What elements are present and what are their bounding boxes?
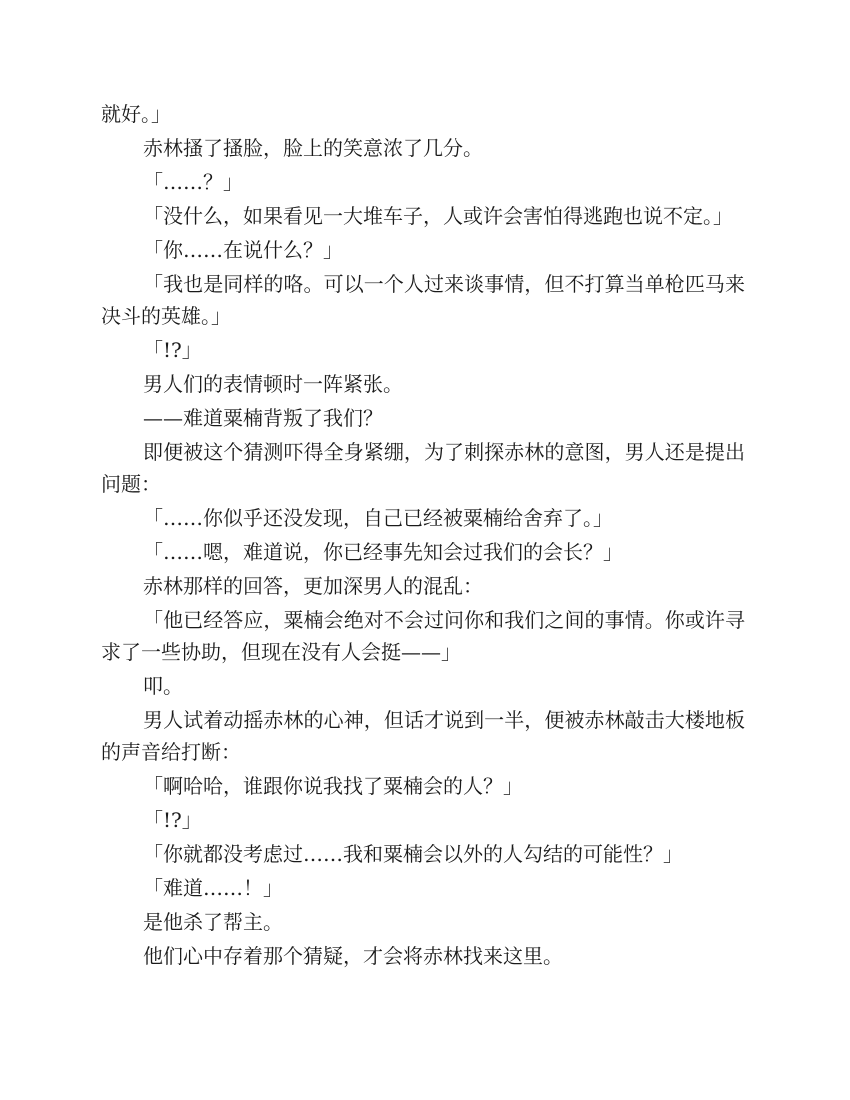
paragraph: 男人试着动摇赤林的心神，但话才说到一半，便被赤林敲击大楼地板的声音给打断：	[101, 708, 745, 764]
paragraph: 他们心中存着那个猜疑，才会将赤林找来这里。	[143, 944, 563, 968]
paragraph: 即便被这个猜测吓得全身紧绷，为了刺探赤林的意图，男人还是提出问题：	[101, 440, 745, 496]
paragraph: 赤林那样的回答，更加深男人的混乱：	[143, 574, 483, 598]
paragraph: 是他杀了帮主。	[143, 910, 283, 934]
paragraph: 「……你似乎还没发现，自己已经被粟楠给舍弃了。」	[143, 506, 613, 530]
paragraph: ——难道粟楠背叛了我们？	[143, 406, 383, 430]
paragraph: 「你就都没考虑过……我和粟楠会以外的人勾结的可能性？」	[143, 842, 683, 866]
paragraph: 「难道……！」	[143, 876, 283, 900]
paragraph: 「没什么，如果看见一大堆车子，人或许会害怕得逃跑也说不定。」	[143, 204, 733, 228]
paragraph: 「啊哈哈，谁跟你说我找了粟楠会的人？」	[143, 774, 523, 798]
paragraph: 「!?」	[143, 338, 202, 362]
paragraph: 男人们的表情顿时一阵紧张。	[143, 372, 403, 396]
paragraph: 「……？」	[143, 170, 243, 194]
paragraph: 「他已经答应，粟楠会绝对不会过问你和我们之间的事情。你或许寻求了一些协助，但现在没有人会挺——」	[101, 608, 745, 664]
paragraph: 「我也是同样的咯。可以一个人过来谈事情，但不打算当单枪匹马来决斗的英雄。」	[101, 272, 745, 328]
paragraph: 就好。」	[101, 102, 171, 126]
paragraph: 叩。	[143, 674, 183, 698]
paragraph: 「!?」	[143, 808, 202, 832]
paragraph: 「你……在说什么？」	[143, 238, 343, 262]
paragraph: 赤林搔了搔脸，脸上的笑意浓了几分。	[143, 136, 483, 160]
paragraph: 「……嗯，难道说，你已经事先知会过我们的会长？」	[143, 540, 623, 564]
